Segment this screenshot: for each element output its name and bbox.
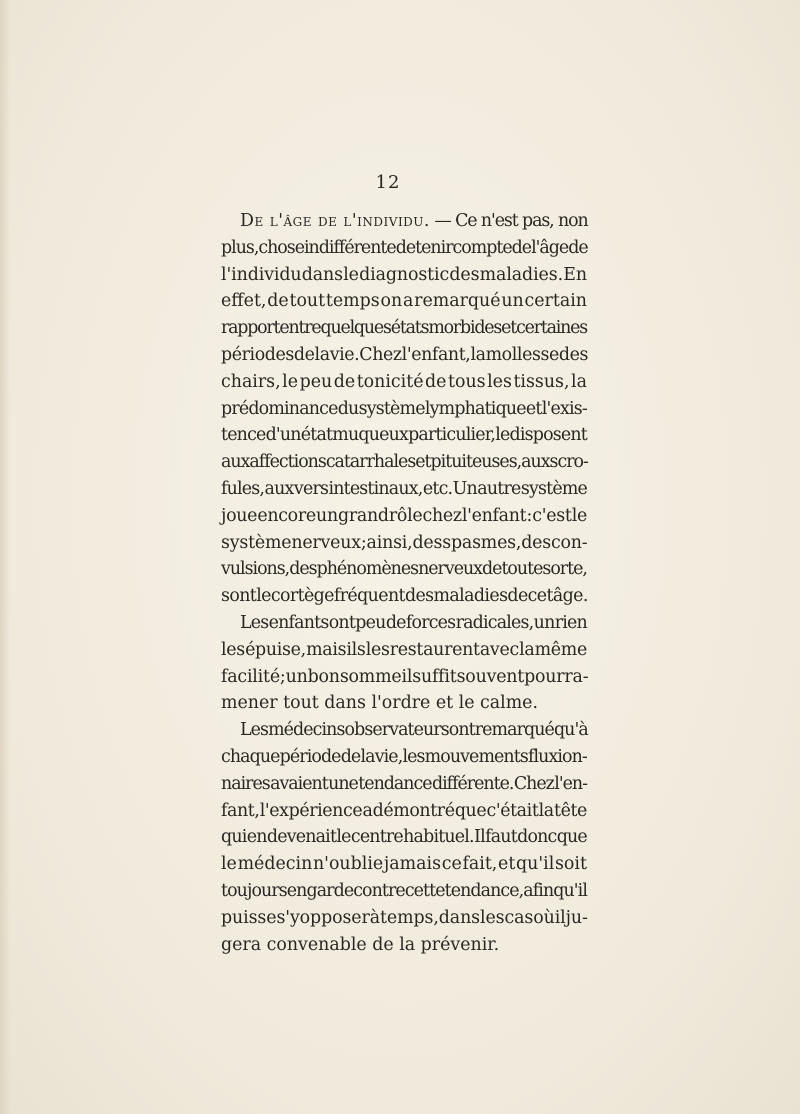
text-line: rapport entre quelques états morbides et certaines <box>221 318 587 339</box>
text-line: aux affections catarrhales et pituiteuses, aux scro- <box>221 452 588 473</box>
text-line: le médecin n'oublie jamais ce fait, et qu'il soit <box>221 854 587 875</box>
section-heading: De l'âge de l'individu. <box>240 211 430 231</box>
text-line-heading <box>221 208 587 235</box>
text-line: chaque période de la vie, les mouvements fluxion- <box>221 746 587 767</box>
text-line: vulsions, des phénomènes nerveux de toute sorte, <box>221 559 587 580</box>
text-line: puisse s'y opposer à temps, dans les cas où il ju- <box>221 907 588 928</box>
body-text <box>221 208 587 958</box>
text-line: effet, de tout temps on a remarqué un certain <box>221 291 587 312</box>
text-line: mener tout dans l'ordre et le calme. <box>221 693 539 714</box>
text-line: l'individu dans le diagnostic des maladies. En <box>221 264 587 285</box>
text-line: gera convenable de la prévenir. <box>221 934 500 955</box>
text-line: les épuise, mais ils les restaurent avec la même <box>221 639 587 660</box>
text-line: plus, chose indifférente de tenir compte de l'âge de <box>221 237 588 258</box>
text-line: qui en devenait le centre habituel. Il faut donc que <box>221 827 587 848</box>
text-line: tence d'un état muqueux particulier, le disposent <box>221 425 587 446</box>
text-line: sont le cortège fréquent des maladies de cet âge. <box>221 586 588 607</box>
text-line: joue encore un grand rôle chez l'enfant : c'est le <box>221 505 587 526</box>
text-line: Les médecins observateurs ont remarqué qu'à <box>240 720 588 741</box>
text-line: facilité ; un bon sommeil suffit souvent pour ra- <box>221 666 589 687</box>
text-line: système nerveux ; ainsi, des spasmes, des con- <box>221 532 588 553</box>
text-line: Les enfants ont peu de forces radicales, un rien <box>240 612 587 633</box>
text-line: prédominance du système lymphatique et l'exis- <box>221 398 587 419</box>
text-line: chairs, le peu de tonicité de tous les tissus, la <box>221 371 587 392</box>
text-line: fant, l'expérience a démontré que c'était la tête <box>221 800 587 821</box>
heading-continuation: — Ce n'est pas, non <box>429 211 588 231</box>
text-line: naires avaient une tendance différente. Chez l'en- <box>221 773 587 794</box>
text-line: périodes de la vie. Chez l'enfant, la mollesse des <box>221 344 589 365</box>
text-line: toujours en garde contre cette tendance, afin qu'il <box>221 880 588 901</box>
text-line: fules, aux vers intestinaux, etc. Un autre système <box>221 478 587 499</box>
page-edge-shadow <box>0 0 10 1114</box>
page-number: 12 <box>375 172 401 193</box>
